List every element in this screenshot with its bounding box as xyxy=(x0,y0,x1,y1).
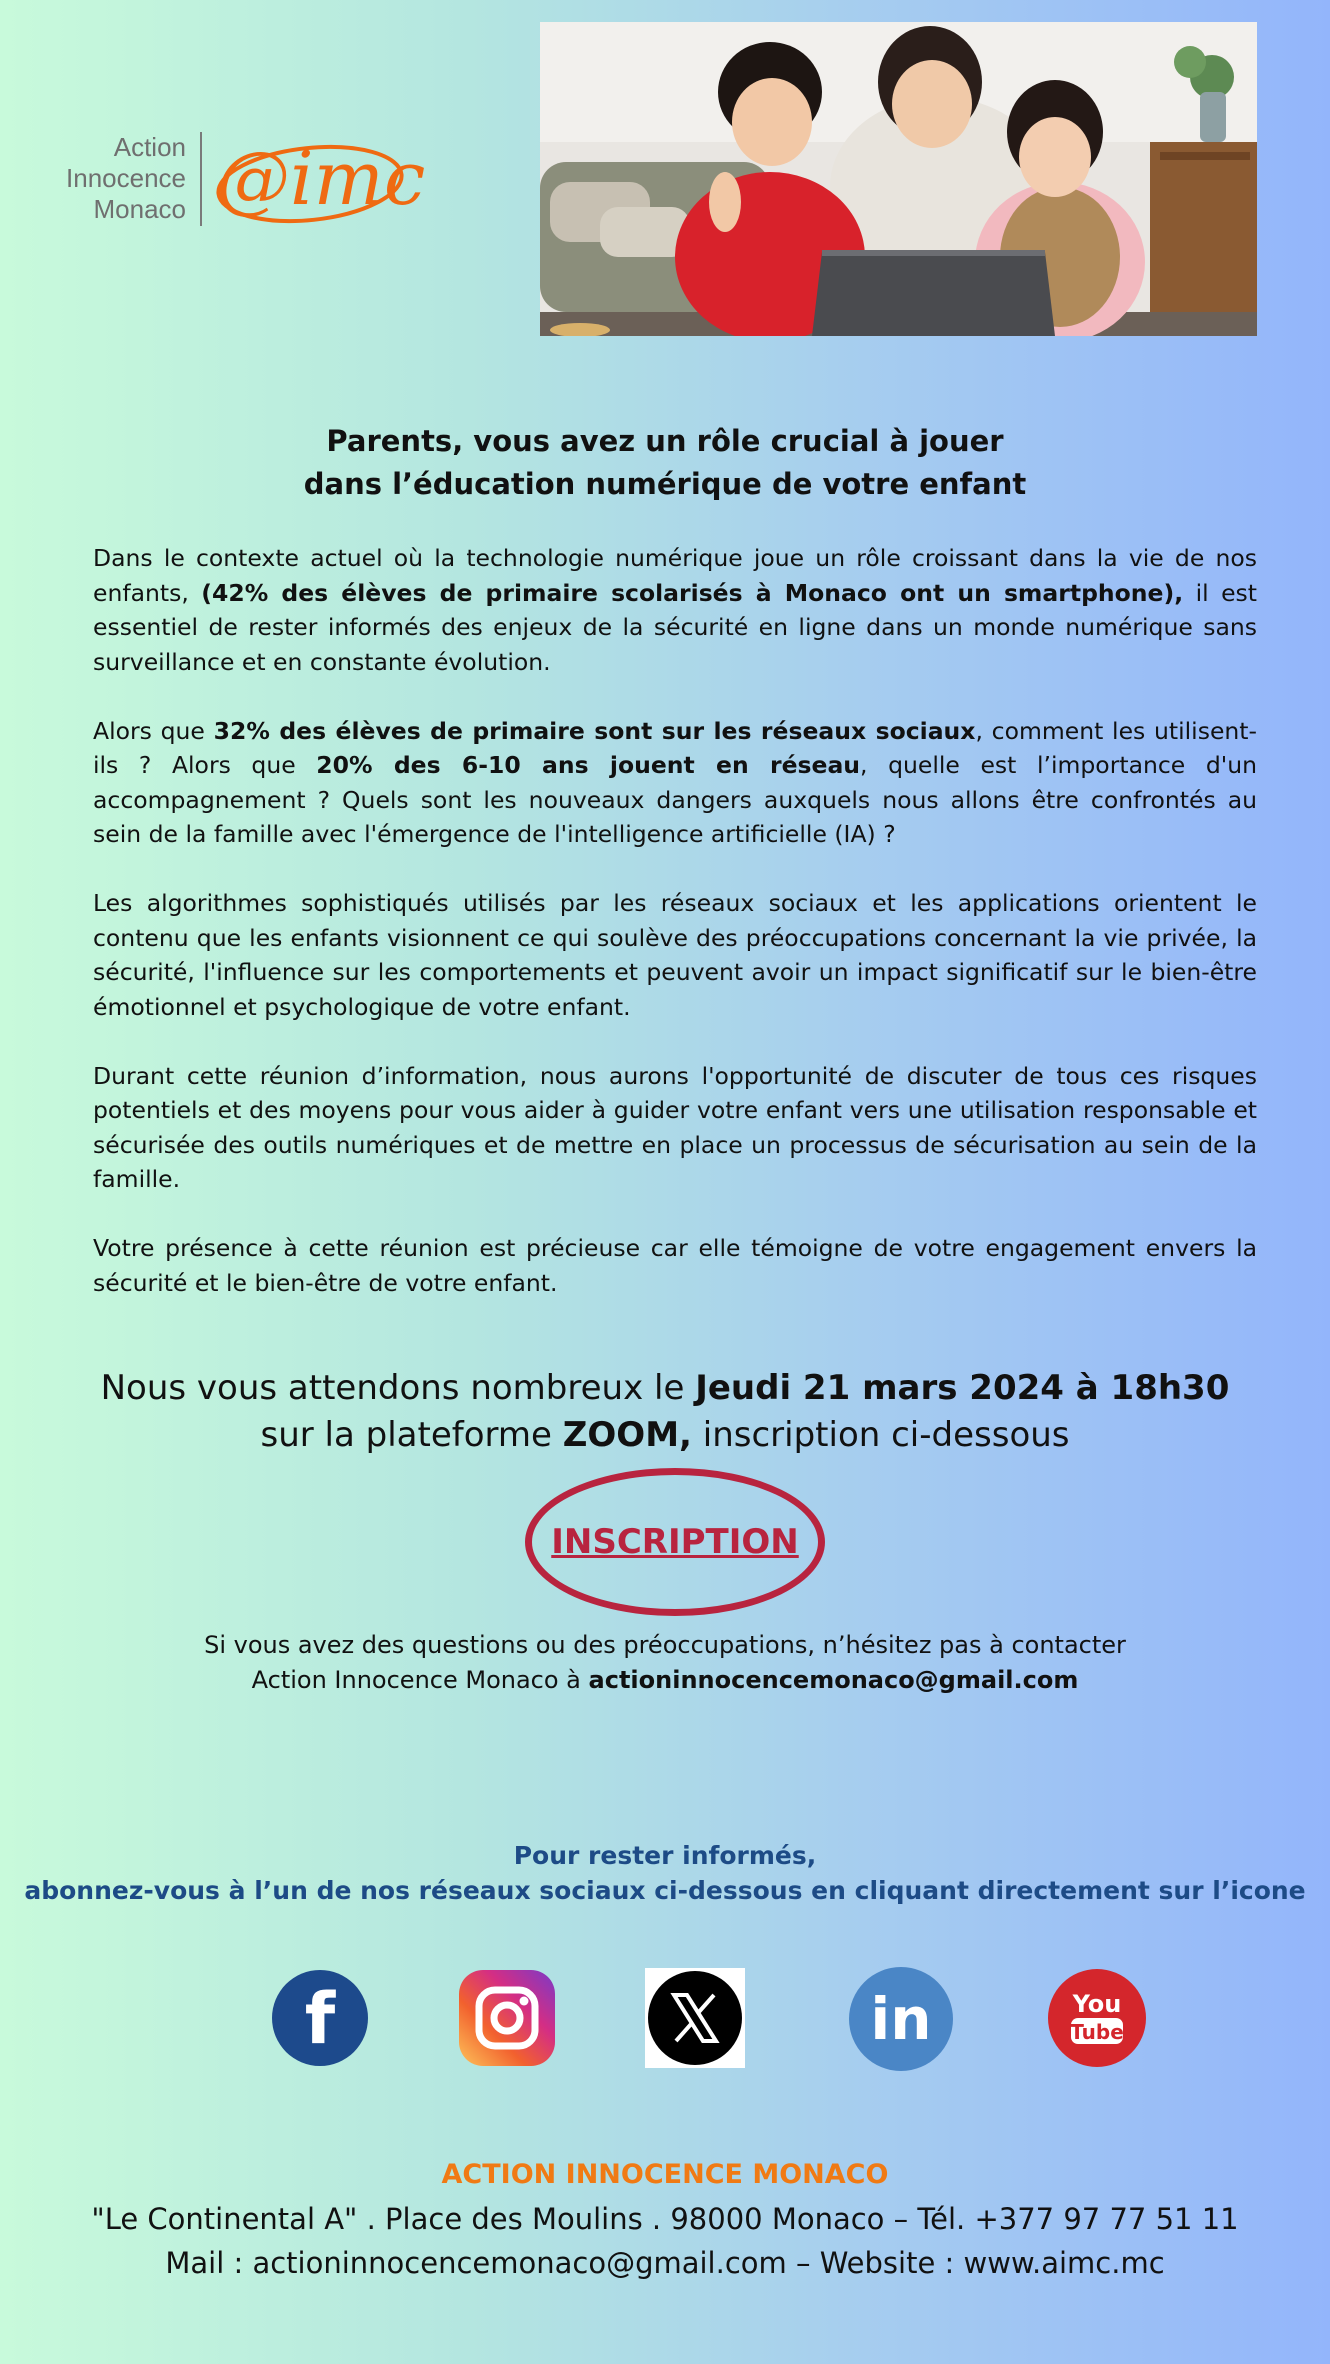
paragraph-2 xyxy=(93,714,1257,852)
stay-informed-line-1: Pour rester informés, xyxy=(513,1841,817,1870)
inscription-label[interactable]: INSCRIPTION xyxy=(551,1522,799,1562)
hero-photo xyxy=(540,22,1257,336)
aimc-mark xyxy=(214,128,494,232)
contact-line-2 xyxy=(0,1663,1330,1698)
logo-word-action: Action xyxy=(113,132,186,162)
footer-address: "Le Continental A" . Place des Moulins . 98000 Monaco – Tél. +377 97 77 51 11 xyxy=(91,2202,1239,2236)
p1-text-a: Dans le contexte actuel où la technologie numérique joue un rôle croissant dans la vie de nos enfants, xyxy=(93,544,1257,607)
p2-stat-gaming: 20% des 6-10 ans jouent en réseau xyxy=(316,751,861,779)
p2-stat-social: 32% des élèves de primaire sont sur les réseaux sociaux xyxy=(213,716,976,745)
youtube-icon[interactable] xyxy=(1047,1968,1147,2068)
instagram-link[interactable] xyxy=(457,1968,557,2068)
facebook-icon[interactable] xyxy=(270,1968,370,2068)
invitation-line-1 xyxy=(0,1365,1330,1412)
stay-informed xyxy=(0,1838,1330,1908)
family-laptop-photo-icon xyxy=(540,22,1257,336)
p2-text-c: , comment les utilisent-ils ? Alors que xyxy=(93,716,1257,779)
inscription-button[interactable] xyxy=(525,1468,825,1616)
contact-line-1: Si vous avez des questions ou des préoccupations, n’hésitez pas à contacter xyxy=(204,1631,1126,1659)
invite-text-c: inscription ci-dessous xyxy=(691,1415,1070,1455)
aimc-mark-text: @imc xyxy=(216,136,426,222)
paragraph-4: Durant cette réunion d’information, nous aurons l'opportunité de discuter de tous ces risques potentiels et des moyens pour vous aider à guider votre enfant vers une utilisation responsable et sécurisée des outils numériques et de mettre en place un processus de sécurisation au sein de la famille. xyxy=(93,1061,1257,1193)
paragraph-5: Votre présence à cette réunion est précieuse car elle témoigne de votre engagement envers la sécurité et le bien-être de votre enfant. xyxy=(93,1234,1257,1297)
event-date: Jeudi 21 mars 2024 à 18h30 xyxy=(695,1368,1230,1408)
headline-line-2: dans l’éducation numérique de votre enfant xyxy=(303,467,1027,501)
contact-email-link[interactable]: actioninnocencemonaco@gmail.com xyxy=(588,1666,1079,1694)
logo-words xyxy=(58,132,186,225)
x-logo-icon[interactable] xyxy=(645,1968,745,2068)
body-text xyxy=(93,541,1257,1335)
facebook-glyph: f xyxy=(304,1978,336,2060)
youtube-link[interactable] xyxy=(1047,1968,1147,2068)
invitation-line-2 xyxy=(0,1412,1330,1459)
p1-text-c: il est essentiel de rester informés des enjeux de la sécurité en ligne dans un monde numérique sans surveillance et en constante évolution. xyxy=(93,578,1257,676)
x-twitter-link[interactable] xyxy=(645,1968,745,2068)
footer-mail-website: Mail : actioninnocencemonaco@gmail.com – Website : www.aimc.mc xyxy=(165,2246,1165,2280)
headline-line-1: Parents, vous avez un rôle crucial à jouer xyxy=(326,424,1004,458)
aimc-logo xyxy=(58,128,488,232)
logo-word-innocence: Innocence xyxy=(66,163,186,193)
platform-name: ZOOM, xyxy=(562,1415,692,1455)
contact-info xyxy=(0,1628,1330,1698)
contact-text: Action Innocence Monaco à xyxy=(251,1666,589,1694)
stay-informed-line-2: abonnez-vous à l’un de nos réseaux sociaux ci-dessous en cliquant directement sur l’icone xyxy=(24,1876,1306,1905)
p1-stat-smartphone: (42% des élèves de primaire scolarisés à Monaco ont un smartphone), xyxy=(201,578,1184,607)
invitation xyxy=(0,1365,1330,1459)
linkedin-glyph: in xyxy=(870,1985,932,2053)
paragraph-1 xyxy=(93,541,1257,679)
logo-word-monaco: Monaco xyxy=(93,194,186,224)
invite-text-a: Nous vous attendons nombreux le xyxy=(100,1368,696,1408)
instagram-icon[interactable] xyxy=(457,1968,557,2068)
invite-text-b: sur la plateforme xyxy=(260,1415,563,1455)
youtube-glyph-bottom: Tube xyxy=(1070,2020,1124,2044)
p2-text-a: Alors que xyxy=(93,716,214,745)
paragraph-3: Les algorithmes sophistiqués utilisés par les réseaux sociaux et les applications orientent le contenu que les enfants visionnent ce qui soulève des préoccupations concernant la vie privée, la sécurité, l'influence sur les comportements et peuvent avoir un impact significatif sur le bien-être émotionnel et psychologique de votre enfant. xyxy=(93,889,1257,1021)
facebook-link[interactable] xyxy=(270,1968,370,2068)
footer-org-name: ACTION INNOCENCE MONACO xyxy=(441,2159,889,2190)
headline xyxy=(0,420,1330,506)
p2-text-e: , quelle est l’importance d'un accompagnement ? Quels sont les nouveaux dangers auxquels nous allons être confrontés au sein de la famille avec l'émergence de l'intelligence artificielle (IA) ? xyxy=(93,751,1257,848)
youtube-glyph-top: You xyxy=(1072,1990,1122,2018)
linkedin-icon[interactable] xyxy=(848,1966,954,2072)
logo-divider xyxy=(200,132,202,226)
linkedin-link[interactable] xyxy=(848,1966,954,2072)
